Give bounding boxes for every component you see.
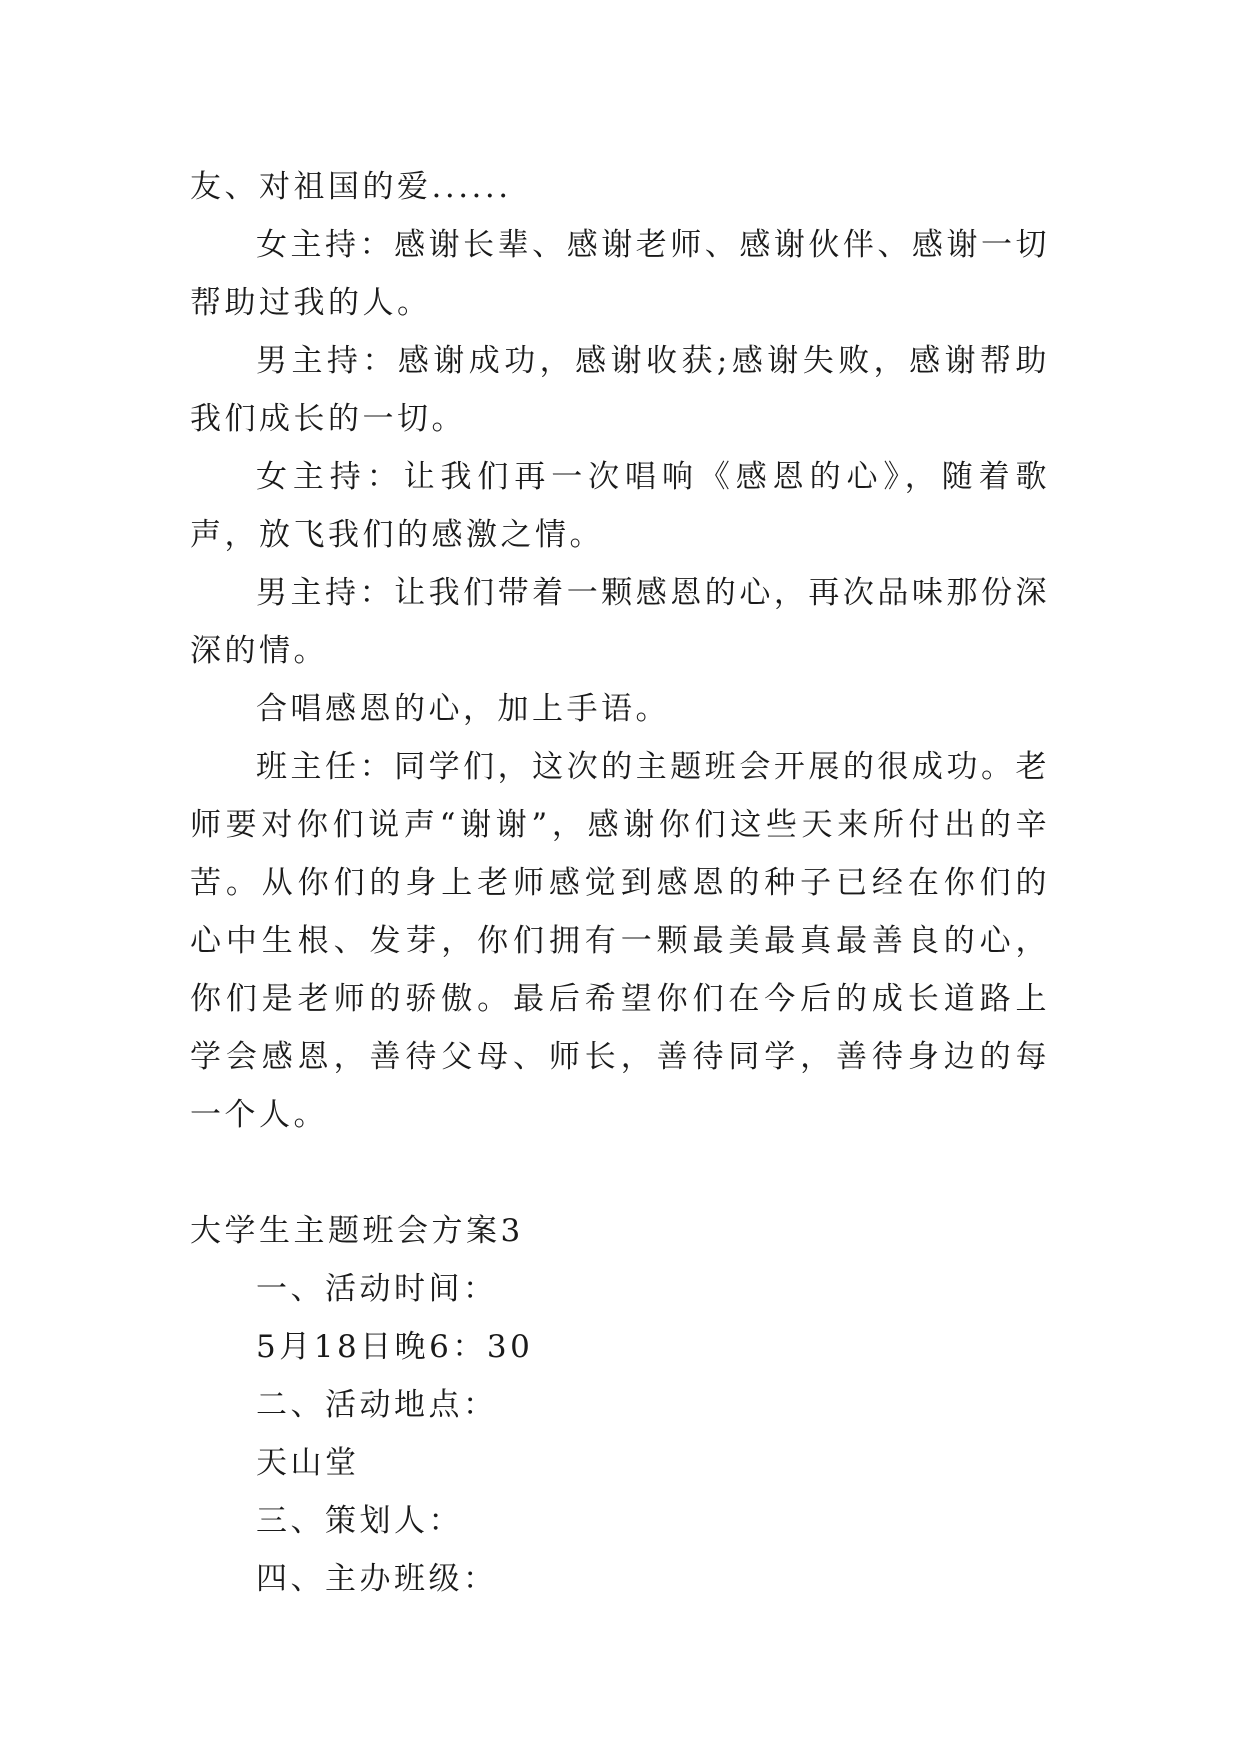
document-body [190,158,1050,1608]
paragraph-male-host-2: 男主持：让我们带着一颗感恩的心，再次品味那份深深的情。 [190,575,1050,669]
section-title: 大学生主题班会方案3 [190,1213,524,1249]
item-planner-label: 三、策划人： [256,1503,463,1539]
item-activity-location-label: 二、活动地点： [256,1387,498,1423]
item-activity-location-value: 天山堂 [256,1445,360,1481]
paragraph-head-teacher: 班主任：同学们，这次的主题班会开展的很成功。老师要对你们说声“谢谢”，感谢你们这些天来所付出的辛苦。从你们的身上老师感觉到感恩的种子已经在你们的心中生根、发芽，你们拥有一颗最美最真最善良的心，你们是老师的骄傲。最后希望你们在今后的成长道路上学会感恩，善待父母、师长，善待同学，善待身边的每一个人。 [190,749,1050,1133]
paragraph-female-host-1: 女主持：感谢长辈、感谢老师、感谢伙伴、感谢一切帮助过我的人。 [190,227,1050,321]
paragraph-continuation: 友、对祖国的爱...... [190,169,512,205]
paragraph-male-host-1: 男主持：感谢成功，感谢收获;感谢失败，感谢帮助我们成长的一切。 [190,343,1050,437]
paragraph-chorus: 合唱感恩的心，加上手语。 [256,691,670,727]
item-host-class-label: 四、主办班级： [256,1561,498,1597]
item-activity-time-label: 一、活动时间： [256,1271,498,1307]
item-activity-time-value: 5月18日晚6：30 [256,1329,534,1365]
paragraph-female-host-2: 女主持：让我们再一次唱响《感恩的心》，随着歌声，放飞我们的感激之情。 [190,459,1050,553]
